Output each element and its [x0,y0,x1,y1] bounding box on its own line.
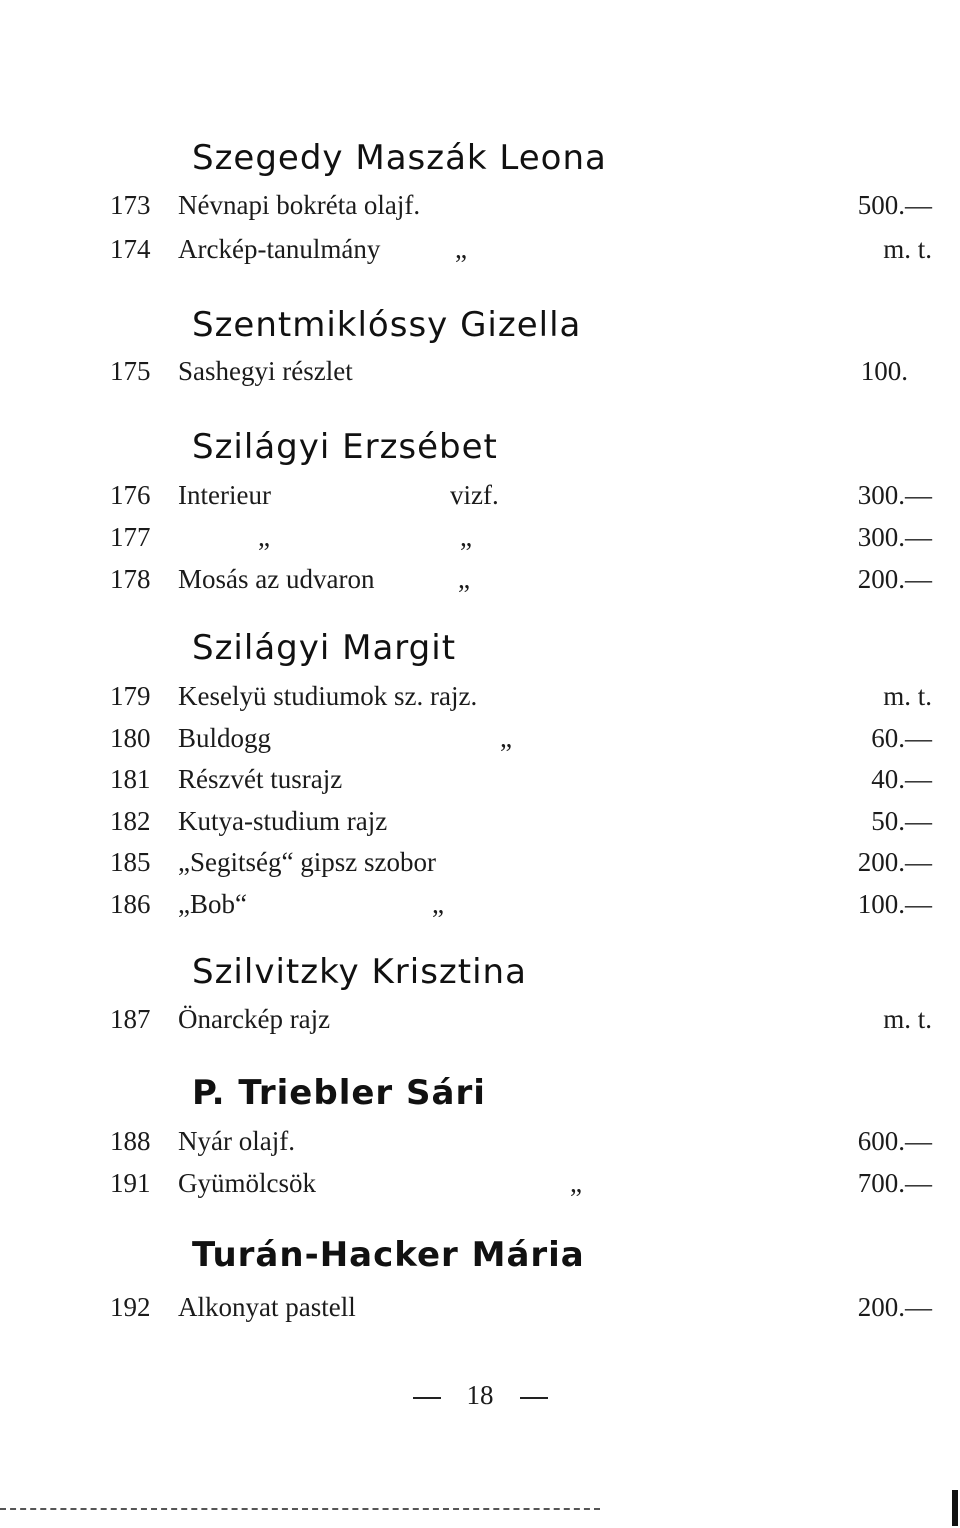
entry-title: Kutya-studium rajz [178,806,388,836]
entry-title: Önarckép rajz [178,1004,331,1034]
page-number-line [0,1380,960,1411]
catalog-entry [0,847,960,887]
catalog-entry [0,723,960,763]
catalog-entry [0,564,960,604]
entry-number: 186 [110,889,151,919]
entry-title: „ [258,522,270,552]
entry-medium: vizf. [450,480,499,510]
entry-medium: „ [570,1168,582,1198]
entry-title: Buldogg [178,723,272,753]
entry-price: m. t. [883,1004,932,1034]
entry-number: 175 [110,356,151,386]
entry-number: 185 [110,847,151,877]
entry-number: 180 [110,723,151,753]
edge-mark [952,1490,958,1526]
entry-price: 60.— [871,723,932,753]
entry-title: Arckép-tanulmány [178,234,381,264]
catalog-entry [0,234,960,274]
catalog-entry [0,522,960,562]
entry-title: Gyümölcsök [178,1168,316,1198]
entry-number: 182 [110,806,151,836]
entry-medium: „ [432,889,444,919]
catalog-entry [0,190,960,230]
page-number: 18 [466,1380,494,1410]
entry-number: 179 [110,681,151,711]
entry-price: 500.— [857,190,932,220]
catalog-entry [0,1168,960,1208]
artist-heading: Szilágyi Erzsébet [192,427,498,467]
entry-title: Névnapi bokréta olajf. [178,190,421,220]
artist-heading: Szentmiklóssy Gizella [192,305,582,345]
entry-title: Interieur [178,480,271,510]
entry-number: 187 [110,1004,151,1034]
entry-title: Részvét tusrajz [178,764,343,794]
entry-title: Keselyü studiumok sz. rajz. [178,681,478,711]
entry-title: „Segitség“ gipsz szobor [178,847,436,877]
catalog-entry [0,480,960,520]
entry-price: 40.— [871,764,932,794]
entry-price: 100.— [857,889,932,919]
catalog-entry [0,681,960,721]
artist-heading: Szilágyi Margit [192,628,457,668]
dash-right [520,1397,548,1399]
entry-number: 174 [110,234,151,264]
catalog-entry [0,1292,960,1332]
entry-number: 173 [110,190,151,220]
entry-number: 192 [110,1292,151,1322]
entry-title: Mosás az udvaron [178,564,375,594]
catalog-entry [0,889,960,929]
artist-heading: Szilvitzky Krisztina [192,952,527,992]
artist-heading: Szegedy Maszák Leona [192,138,607,178]
entry-number: 176 [110,480,151,510]
entry-title: Sashegyi részlet [178,356,353,386]
catalog-entry [0,356,960,396]
dash-left [413,1397,441,1399]
entry-number: 188 [110,1126,151,1156]
entry-title: „Bob“ [178,889,247,919]
artist-heading: Turán-Hacker Mária [192,1235,585,1275]
entry-price: 300.— [857,480,932,510]
entry-price: 50.— [871,806,932,836]
catalog-entry [0,1004,960,1044]
entry-medium: „ [460,522,472,552]
catalog-entry [0,764,960,804]
entry-title: Alkonyat pastell [178,1292,356,1322]
entry-price: 100. [860,356,908,386]
entry-price: 200.— [857,847,932,877]
entry-number: 181 [110,764,151,794]
entry-price: 200.— [857,1292,932,1322]
entry-title: Nyár olajf. [178,1126,295,1156]
entry-medium: „ [500,723,512,753]
catalog-entry [0,806,960,846]
entry-medium: „ [458,564,470,594]
entry-price: m. t. [883,234,932,264]
entry-price: 600.— [857,1126,932,1156]
entry-price: 200.— [857,564,932,594]
entry-price: m. t. [883,681,932,711]
entry-price: 700.— [857,1168,932,1198]
entry-medium: „ [455,234,467,264]
entry-number: 177 [110,522,151,552]
entry-number: 178 [110,564,151,594]
artist-heading: P. Triebler Sári [192,1073,486,1113]
entry-number: 191 [110,1168,151,1198]
catalog-entry [0,1126,960,1166]
bottom-scan-rule [0,1508,600,1510]
entry-price: 300.— [857,522,932,552]
